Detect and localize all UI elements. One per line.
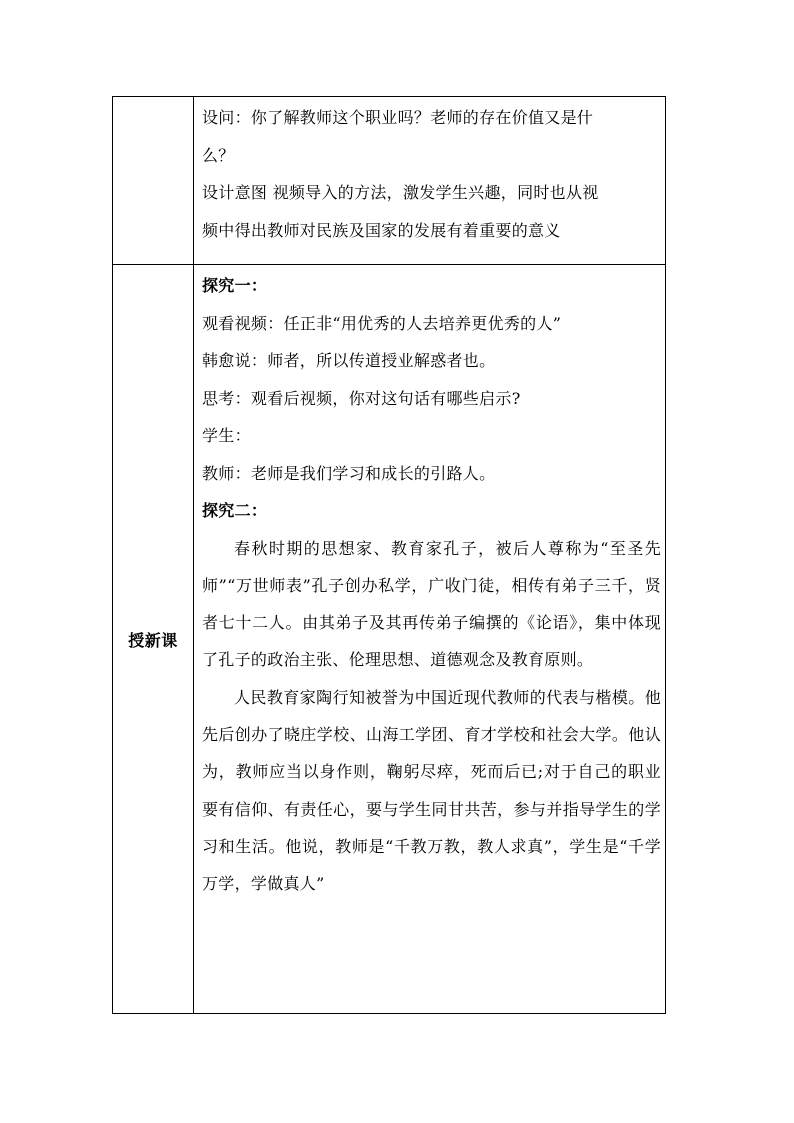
design-intent-line-1: 设计意图 视频导入的方法，激发学生兴趣，同时也从视 [202, 183, 599, 202]
inquiry-1-teacher-line: 教师：老师是我们学习和成长的引路人。 [202, 463, 496, 483]
intro-label-cell [113, 97, 194, 265]
inquiry-2-tao-xingzhi-paragraph: 人民教育家陶行知被誉为中国近现代教师的代表与楷模。他先后创办了晓庄学校、山海工学团、育才学校和社会大学。他认为，教师应当以身作则，鞠躬尽瘁，死而后已;对于自己的职业要有信仰、有责任心，要与学生同甘共苦，参与并指导学生的学习和生活。他说，教师是“千教万教，教人求真”，学生是“千学万学，学做真人” [202, 687, 661, 894]
inquiry-1-quote-line: 韩愈说：师者，所以传道授业解惑者也。 [202, 351, 496, 370]
inquiry-1-video-line: 观看视频：任正非“用优秀的人去培养更优秀的人” [202, 313, 562, 333]
inquiry-1-student-line: 学生： [202, 426, 251, 445]
new-lesson-content-cell [194, 265, 666, 1014]
intro-content [194, 97, 665, 249]
inquiry-2-confucius-paragraph: 春秋时期的思想家、教育家孔子，被后人尊称为“至圣先师”“万世师表”孔子创办私学，广收门徒，相传有弟子三千，贤者七十二人。由其弟子及其再传弟子编撰的《论语》，集中体现了孔子的政治主张、伦理思想、道德观念及教育原则。 [202, 538, 661, 670]
intro-row [113, 97, 666, 265]
design-intent-line-2: 频中得出教师对民族及国家的发展有着重要的意义 [202, 220, 561, 240]
lesson-plan-table [112, 96, 666, 1014]
section-label: 授新课 [113, 265, 194, 1014]
intro-question-line-1: 设问：你了解教师这个职业吗？老师的存在价值又是什 [202, 108, 594, 127]
intro-question-line-2: 么？ [202, 145, 235, 165]
inquiry-2-heading: 探究二： [202, 501, 268, 520]
new-lesson-content [194, 265, 665, 902]
inquiry-1-heading: 探究一： [202, 276, 268, 295]
inquiry-1-think-line: 思考：观看后视频，你对这句话有哪些启示? [202, 388, 521, 408]
intro-content-cell [194, 97, 666, 265]
new-lesson-row [113, 265, 666, 1014]
